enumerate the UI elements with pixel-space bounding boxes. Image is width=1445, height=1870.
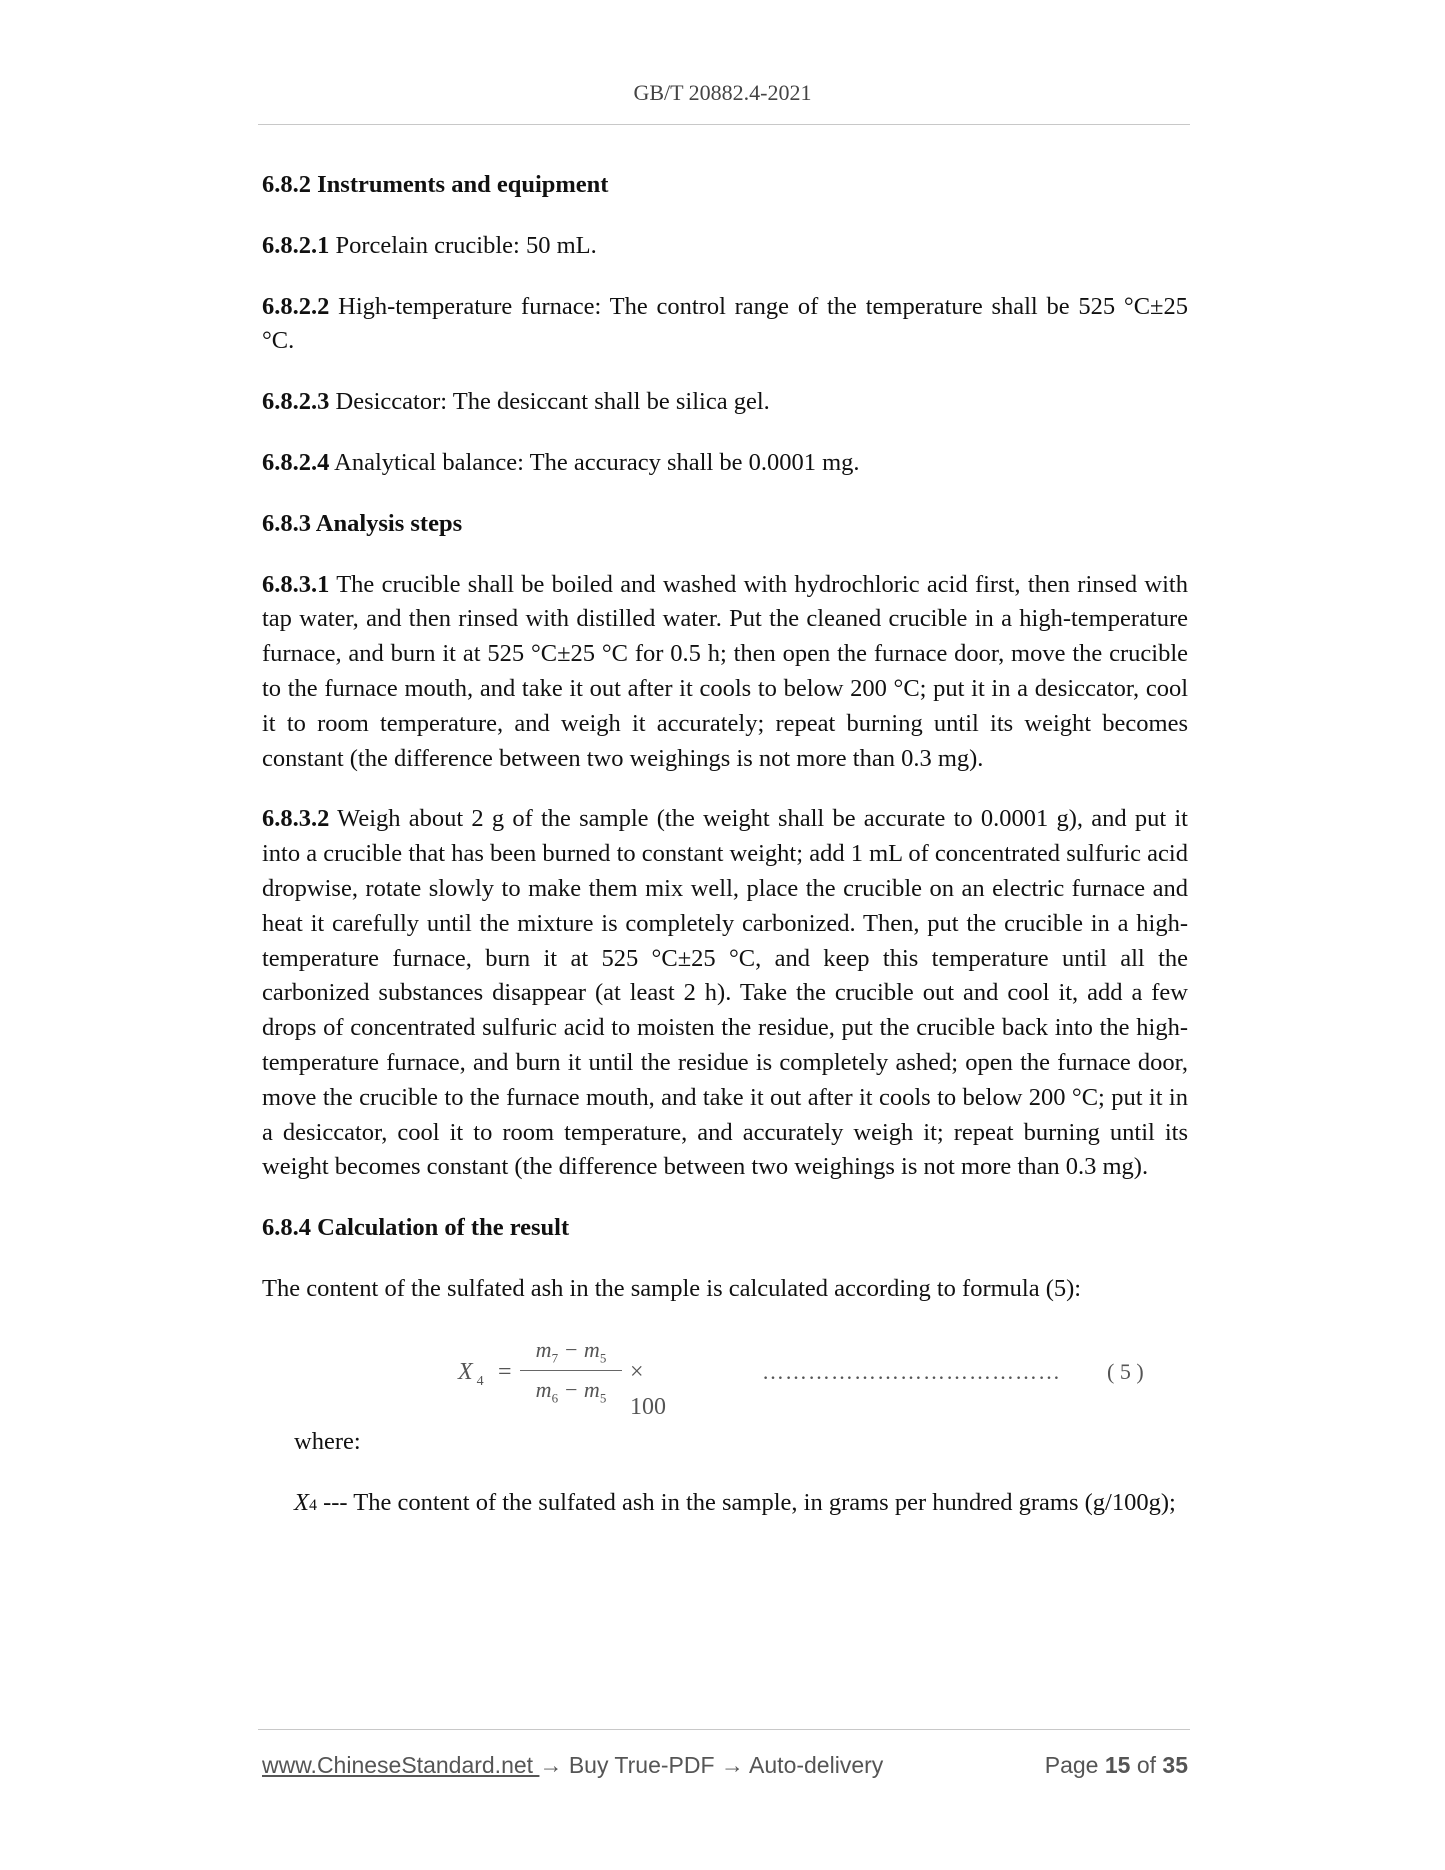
clause-number: 6.8.3.2 (262, 805, 330, 833)
clause-6-8-3-2 (262, 802, 1188, 1185)
clause-number: 6.8.3.1 (262, 570, 330, 598)
formula-multiplier: × 100 (630, 1358, 666, 1420)
fraction-bar (520, 1370, 622, 1371)
clause-6-8-2-3 (262, 385, 1188, 420)
clause-number: 6.8.2.3 (262, 388, 330, 416)
clause-text: Porcelain crucible: 50 mL. (329, 231, 597, 259)
formula-lhs: X $_4$ (458, 1358, 484, 1389)
total-pages: 35 (1162, 1752, 1188, 1778)
footer-divider (258, 1729, 1190, 1730)
clause-text: Weigh about 2 g of the sample (the weight shall be accurate to 0.0001 g), and put it into a crucible that has been burned to constant weight; add 1 mL of concentrated sulfuric acid dropwise, rotate slowly to make them mix well, place the crucible on an electric furnace and heat it carefully until the mixture is completely carbonized. Then, put the crucible in a high-temperature furnace, burn it at 525 °C±25 °C, and keep this temperature until all the carbonized substances disappear (at least 2 h). Take the crucible out and cool it, add a few drops of concentrated sulfuric acid to moisten the residue, put the crucible back into the high-temperature furnace, and burn it until the residue is completely ashed; open the furnace door, move the crucible to the furnace mouth, and take it out after it cools to below 200 °C; put it in a desiccator, cool it to room temperature, and accurately weigh it; repeat burning until its weight becomes constant (the difference between two weighings is not more than 0.3 mg). (262, 805, 1188, 1181)
clause-6-8-2-4 (262, 446, 1188, 481)
clause-6-8-2-1 (262, 229, 1188, 264)
formula-leader-dots: ………………………………… (762, 1358, 1061, 1384)
page-footer (262, 1752, 1188, 1779)
clause-6-8-2-2 (262, 290, 1188, 360)
clause-6-8-3-1 (262, 568, 1188, 777)
definition-x4 (294, 1486, 1188, 1524)
clause-text: Analytical balance: The accuracy shall be 0.0001 mg. (329, 448, 860, 476)
definition-symbol: X4 (294, 1488, 317, 1516)
clause-text: High-temperature furnace: The control range of the temperature shall be 525 °C±25 °C. (262, 292, 1188, 355)
formula-5 (262, 1333, 1188, 1420)
clause-text: The crucible shall be boiled and washed with hydrochloric acid first, then rinsed with tap water, and then rinsed with distilled water. Put the cleaned crucible in a high-temperature furnace, and burn it at 525 °C±25 °C for 0.5 h; then open the furnace door, move the crucible to the furnace mouth, and take it out after it cools to below 200 °C; put it in a desiccator, cool it to room temperature, and weigh it accurately; repeat burning until its weight becomes constant (the difference between two weighings is not more than 0.3 mg). (262, 570, 1188, 772)
page-indicator: Page 15 of 35 (1044, 1752, 1188, 1778)
page-header-title: GB/T 20882.4-2021 (633, 80, 812, 105)
clause-number: 6.8.2.4 (262, 448, 330, 476)
formula-equals: = (498, 1358, 512, 1385)
footer-website-link[interactable]: www.ChineseStandard.net (262, 1752, 540, 1778)
definition-text: --- The content of the sulfated ash in the sample, in grams per hundred grams (g/100g); (316, 1488, 1176, 1516)
formula-number: ( 5 ) (1107, 1358, 1144, 1384)
where-label: where: (294, 1427, 361, 1455)
section-heading-6-8-2: 6.8.2 Instruments and equipment (262, 171, 609, 198)
page-content (262, 168, 1188, 1549)
clause-number: 6.8.2.2 (262, 292, 330, 320)
clause-number: 6.8.2.1 (262, 231, 330, 259)
current-page: 15 (1104, 1752, 1131, 1778)
formula-numerator: $m_7 - m_5$ (535, 1336, 607, 1366)
clause-text: Desiccator: The desiccant shall be silica gel. (329, 388, 770, 416)
header-divider (258, 124, 1190, 125)
formula-denominator: $m_6 - m_5$ (535, 1376, 607, 1406)
footer-buy-text: → Buy True-PDF → Auto-delivery (539, 1752, 884, 1778)
section-heading-6-8-3: 6.8.3 Analysis steps (262, 509, 463, 537)
formula-intro: The content of the sulfated ash in the sample is calculated according to formula (5): (262, 1274, 1082, 1302)
section-heading-6-8-4: 6.8.4 Calculation of the result (262, 1214, 570, 1242)
